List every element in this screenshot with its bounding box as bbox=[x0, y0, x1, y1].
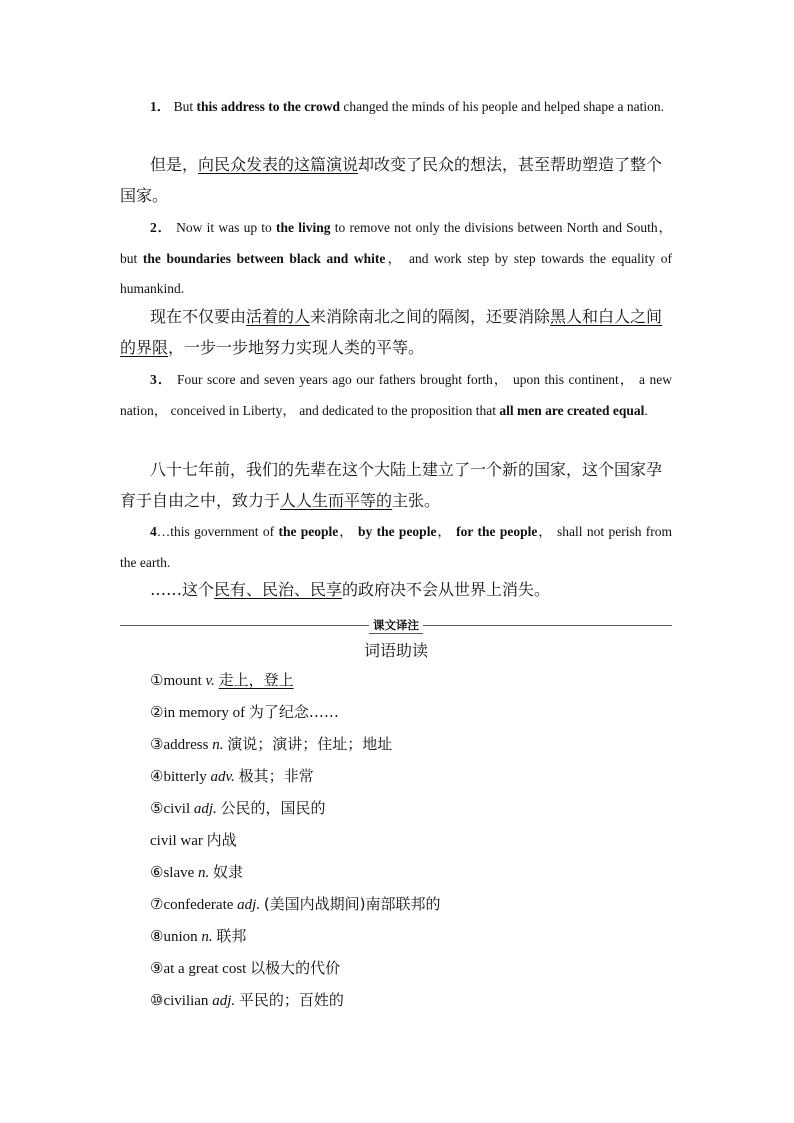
vocab-meaning: 平民的；百姓的 bbox=[238, 991, 344, 1009]
sentence-3-english bbox=[120, 365, 672, 426]
section-tag: 课文译注 bbox=[369, 617, 423, 634]
sentence-1-en-text bbox=[170, 99, 664, 114]
text-run: changed the minds of his people and helped shape a nation. bbox=[340, 99, 664, 114]
vocab-word: ⑧union bbox=[150, 929, 198, 945]
text-run: Four score and seven years ago our fathers brought forth， upon this continent， a new nation， conceived in Liberty， and dedicated to the proposition that bbox=[120, 372, 672, 418]
text-run: 八十七年前，我们的先辈在这个大陆上建立了一个新的国家，这个国家孕育于自由之中，致力于 bbox=[120, 460, 663, 510]
vocab-meaning: 演说；演讲；住址；地址 bbox=[227, 735, 393, 753]
underlined-phrase: 活着的人 bbox=[246, 307, 311, 326]
bold-phrase: the boundaries between black and white bbox=[142, 250, 386, 266]
text-run: 来消除南北之间的隔阂，还要消除 bbox=[310, 307, 551, 326]
vocab-word: ④bitterly bbox=[150, 769, 207, 785]
vocab-item bbox=[150, 729, 670, 761]
text-run: 现在不仅要由 bbox=[150, 307, 247, 326]
vocab-word: ①mount bbox=[150, 673, 202, 689]
vocab-item bbox=[150, 985, 670, 1017]
underlined-phrase: 黑人和白人之间的界限 bbox=[120, 307, 663, 357]
section-divider bbox=[120, 619, 672, 631]
bold-phrase: by the people bbox=[358, 524, 437, 539]
text-run: 但是， bbox=[150, 155, 199, 174]
vocab-word: ⑤civil bbox=[150, 801, 191, 817]
vocab-meaning: 走上，登上 bbox=[218, 671, 294, 689]
vocab-word: ⑥slave bbox=[150, 865, 195, 881]
bold-phrase: the living bbox=[276, 220, 331, 235]
vocab-pos: adv. bbox=[210, 769, 235, 785]
vocab-item bbox=[150, 857, 670, 889]
vocab-pos: n. bbox=[212, 737, 224, 753]
vocab-pos: v. bbox=[205, 673, 215, 689]
sentence-number: 4 bbox=[150, 524, 157, 539]
vocab-meaning: 内战 bbox=[206, 831, 237, 849]
sentence-3-chinese bbox=[120, 455, 676, 516]
sentence-2-en-text bbox=[120, 220, 672, 296]
sentence-3-en-text bbox=[120, 372, 672, 418]
vocab-item bbox=[150, 953, 670, 985]
text-run: ，一步一步地努力实现人类的平等。 bbox=[168, 337, 425, 357]
vocab-word: ⑨at a great cost bbox=[150, 961, 247, 977]
sentence-1-chinese bbox=[120, 150, 676, 211]
text-run: …this government of bbox=[156, 524, 279, 539]
bold-phrase: all men are created equal bbox=[499, 402, 645, 418]
bold-phrase: this address to the crowd bbox=[196, 99, 341, 114]
bold-phrase: for the people bbox=[456, 524, 538, 539]
text-run: to remove not only the divisions between North and South， but bbox=[120, 220, 673, 266]
vocab-pos: adj. bbox=[237, 897, 261, 913]
vocab-item bbox=[150, 825, 670, 857]
text-run: . bbox=[644, 402, 648, 418]
vocab-item bbox=[150, 697, 670, 729]
text-run: ， bbox=[338, 524, 359, 539]
vocab-pos: n. bbox=[201, 929, 213, 945]
vocab-word: civil war bbox=[150, 833, 203, 849]
sentence-2-english bbox=[120, 213, 672, 305]
text-run: ， shall not perish from the earth. bbox=[120, 524, 673, 570]
sentence-number: 1． bbox=[150, 99, 171, 114]
vocab-item bbox=[150, 889, 670, 921]
sentence-4-english bbox=[120, 517, 672, 578]
sentence-1-english bbox=[120, 92, 672, 123]
text-run: But bbox=[170, 99, 197, 114]
text-run: ， and work step by step towards the equality of humankind. bbox=[120, 250, 672, 296]
text-run: 却改变了民众的想法，甚至帮助塑造了整个国家。 bbox=[120, 155, 663, 205]
vocab-word: ③address bbox=[150, 737, 209, 753]
vocab-meaning: (美国内战期间)南部联邦的 bbox=[263, 895, 441, 913]
underlined-phrase: 人人生而平等的 bbox=[280, 490, 393, 510]
sentence-4-chinese bbox=[120, 575, 676, 606]
vocab-meaning: 极其；非常 bbox=[238, 767, 314, 785]
vocab-item bbox=[150, 761, 670, 793]
sentence-4-en-text bbox=[120, 524, 672, 570]
vocab-pos: adj. bbox=[212, 993, 236, 1009]
vocab-word: ②in memory of bbox=[150, 705, 246, 721]
text-run: 主张。 bbox=[392, 490, 441, 510]
vocab-item bbox=[150, 665, 670, 697]
vocab-pos: n. bbox=[198, 865, 210, 881]
underlined-phrase: 向民众发表的这篇演说 bbox=[198, 155, 359, 174]
vocab-title: 词语助读 bbox=[363, 641, 428, 660]
vocab-item bbox=[150, 793, 670, 825]
vocab-pos: adj. bbox=[193, 801, 217, 817]
text-run: ， bbox=[436, 524, 457, 539]
vocab-list bbox=[150, 665, 670, 1017]
vocab-word: ⑩civilian bbox=[150, 993, 209, 1009]
vocab-meaning: 公民的，国民的 bbox=[220, 799, 326, 817]
bold-phrase: the people bbox=[278, 524, 339, 539]
vocab-meaning: 以极大的代价 bbox=[250, 959, 341, 977]
vocab-item bbox=[150, 921, 670, 953]
text-run: ……这个 bbox=[150, 580, 215, 599]
vocab-word: ⑦confederate bbox=[150, 897, 234, 913]
sentence-number: 3． bbox=[150, 372, 173, 387]
sentence-2-chinese bbox=[120, 302, 676, 363]
text-run: 的政府决不会从世界上消失。 bbox=[342, 580, 551, 599]
vocab-meaning: 奴隶 bbox=[213, 863, 244, 881]
text-run: Now it was up to bbox=[171, 220, 277, 235]
underlined-phrase: 民有、民治、民享 bbox=[214, 580, 343, 599]
vocab-meaning: 为了纪念…… bbox=[248, 703, 339, 721]
sentence-number: 2． bbox=[150, 220, 172, 235]
vocab-meaning: 联邦 bbox=[216, 927, 247, 945]
